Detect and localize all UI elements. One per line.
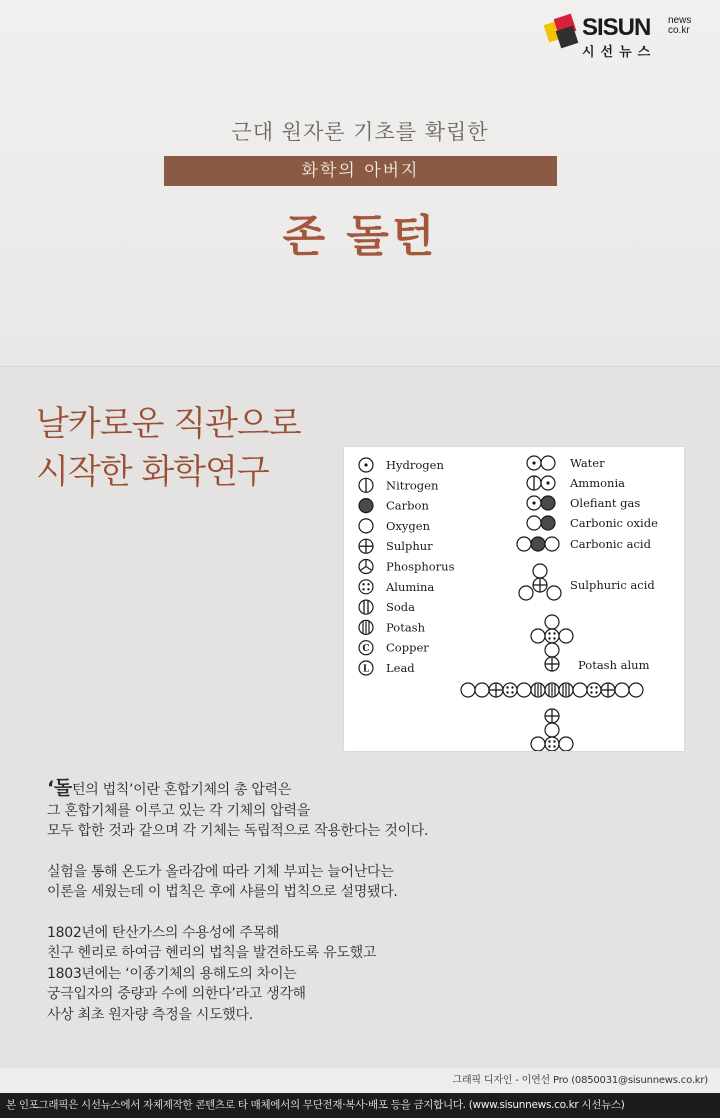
compound-atom-water-1 — [541, 456, 555, 470]
compound-atom-olefiant-gas-1 — [541, 496, 555, 510]
paragraph-dalton-law: ‘돌턴의 법칙’이란 혼합기체의 총 압력은 그 혼합기체를 이루고 있는 각 기체의 압력을 모두 합한 것과 같으며 각 기체는 독립적으로 작용한다는 것이다. — [47, 777, 429, 839]
compound-label-sulphuric-acid: Sulphuric acid — [570, 578, 655, 592]
atom-symbol-lead — [359, 661, 373, 675]
alum-vertical-atom-6 — [545, 723, 559, 737]
logo-domain: news co.kr — [668, 15, 692, 36]
atomic-symbols-svg — [344, 447, 684, 751]
alum-horizontal-atom-10 — [615, 683, 629, 697]
alum-horizontal-atom-11 — [629, 683, 643, 697]
alum-horizontal-atom-1 — [475, 683, 489, 697]
alum-horizontal-atom-0 — [461, 683, 475, 697]
element-label-carbon: Carbon — [386, 498, 429, 513]
alum-horizontal-atom-4 — [517, 683, 531, 697]
compound-atom-ammonia-0 — [527, 476, 541, 490]
alum-side-atom-tl — [531, 629, 545, 643]
alum-vertical-atom-2 — [545, 643, 559, 657]
element-label-nitrogen: Nitrogen — [386, 478, 439, 493]
element-label-copper: Copper — [386, 640, 429, 655]
alum-horizontal-atom-3 — [503, 683, 517, 697]
design-credit: 그래픽 디자인 - 이연선 Pro (0850031@sisunnews.co.kr) — [452, 1075, 708, 1086]
element-label-hydrogen: Hydrogen — [386, 458, 444, 472]
compound-label-carbonic-acid: Carbonic acid — [570, 537, 651, 551]
page-subtitle: 근대 원자론 기초를 확립한 — [231, 120, 489, 144]
atom-symbol-sulphur — [359, 539, 373, 553]
lead-letter: ‘돌 — [47, 777, 72, 799]
sulphuric-atom-top — [533, 564, 547, 578]
svg-text:C: C — [362, 644, 370, 655]
alum-horizontal-atom-7 — [573, 683, 587, 697]
element-label-sulphur: Sulphur — [386, 539, 433, 554]
alum-horizontal-atom-9 — [601, 683, 615, 697]
alum-vertical-atom-5 — [545, 709, 559, 723]
atom-symbol-hydrogen — [359, 458, 373, 472]
compound-label-carbonic-oxide: Carbonic oxide — [570, 516, 658, 530]
logo-brand: SISUN — [582, 14, 651, 41]
alum-vertical-atom-1 — [545, 629, 559, 643]
element-label-soda: Soda — [386, 600, 416, 615]
title-band: 화학의 아버지 — [164, 156, 557, 186]
logo-korean: 시선뉴스 — [582, 45, 657, 60]
atom-symbol-nitrogen — [359, 478, 373, 492]
alum-horizontal-atom-6 — [559, 683, 573, 697]
article-body — [47, 778, 687, 1045]
compound-atom-carbonic-acid-0 — [517, 537, 531, 551]
sulphuric-atom-left — [519, 586, 533, 600]
atom-symbol-soda — [359, 600, 373, 614]
atom-symbol-potash — [359, 620, 373, 634]
sulphuric-atom-right — [547, 586, 561, 600]
paragraph-charles-law: 실험을 통해 온도가 올라감에 따라 기체 부피는 늘어난다는 이론을 세웠는데 이 법칙은 후에 샤를의 법칙으로 설명됐다. — [47, 863, 398, 900]
alum-side-atom-bl — [531, 737, 545, 751]
dalton-atomic-symbols-diagram — [344, 447, 684, 751]
compound-atom-carbonic-acid-2 — [545, 537, 559, 551]
compound-label-water: Water — [570, 456, 605, 470]
alum-vertical-atom-3 — [545, 657, 559, 671]
element-label-potash: Potash — [386, 620, 425, 635]
atom-symbol-alumina — [359, 580, 373, 594]
atom-symbol-phosphorus — [359, 560, 373, 574]
alum-side-atom-br — [559, 737, 573, 751]
paragraph-atomic-weight: 1802년에 탄산가스의 수용성에 주목해 친구 헨리로 하여금 헨리의 법칙을 발견하도록 유도했고 1803년에는 ‘이종기체의 용해도의 차이는 궁극입자의 중량과 수에 의한다’라고 생각해 사상 최초 원자량 측정을 시도했다. — [47, 924, 377, 1023]
compound-atom-carbonic-acid-1 — [531, 537, 545, 551]
compound-atom-water-0 — [527, 456, 541, 470]
page-title: 존 돌턴 — [282, 211, 438, 262]
section-heading: 날카로운 직관으로 시작한 화학연구 — [36, 404, 301, 492]
alum-horizontal-atom-5 — [531, 683, 545, 697]
alum-vertical-atom-4 — [545, 683, 559, 697]
compound-atom-ammonia-1 — [541, 476, 555, 490]
compound-label-olefiant-gas: Olefiant gas — [570, 496, 641, 510]
compound-label-potash-alum: Potash alum — [578, 658, 650, 672]
alum-vertical-atom-7 — [545, 737, 559, 751]
logo-mark-icon — [546, 16, 578, 48]
alum-horizontal-atom-8 — [587, 683, 601, 697]
compound-atom-olefiant-gas-0 — [527, 496, 541, 510]
alum-horizontal-atom-2 — [489, 683, 503, 697]
svg-text:L: L — [362, 664, 370, 675]
atom-symbol-copper — [359, 641, 373, 655]
atom-symbol-carbon — [359, 499, 373, 513]
element-label-oxygen: Oxygen — [386, 518, 430, 533]
compound-atom-carbonic-oxide-0 — [527, 516, 541, 530]
element-label-phosphorus: Phosphorus — [386, 559, 455, 574]
element-label-alumina: Alumina — [386, 579, 435, 594]
compound-label-ammonia: Ammonia — [570, 476, 625, 490]
alum-vertical-atom-0 — [545, 615, 559, 629]
sulphuric-atom-center — [533, 578, 547, 592]
element-label-lead: Lead — [386, 661, 415, 675]
copyright-footer: 본 인포그래픽은 시선뉴스에서 자체제작한 콘텐츠로 타 매체에서의 무단전재·복사·배포 등을 금지합니다. (www.sisunnews.co.kr 시선뉴스) — [0, 1093, 720, 1118]
alum-side-atom-tr — [559, 629, 573, 643]
compound-atom-carbonic-oxide-1 — [541, 516, 555, 530]
atom-symbol-oxygen — [359, 519, 373, 533]
sisun-news-logo[interactable] — [546, 12, 706, 62]
